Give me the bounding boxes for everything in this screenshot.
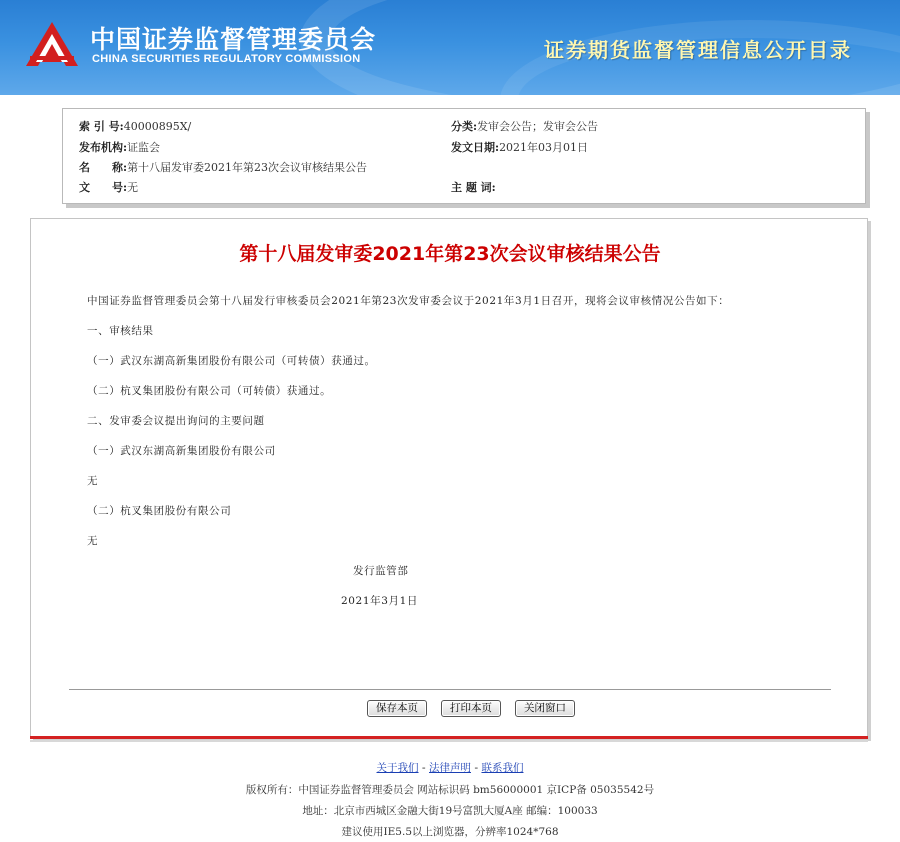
legal-notice-link[interactable]: 法律声明 [429, 762, 471, 774]
meta-date [451, 139, 588, 155]
link-separator: - [418, 762, 429, 774]
result-item: （二）杭叉集团股份有限公司（可转债）获通过。 [87, 385, 332, 397]
org-name-cn: 中国证券监督管理委员会 [90, 25, 377, 54]
meta-category-label: 分类: [451, 120, 478, 133]
meta-category [451, 118, 598, 134]
csrc-logo-icon [24, 20, 80, 68]
site-header [0, 0, 900, 95]
address-text: 地址：北京市西城区金融大街19号富凯大厦A座 邮编：100033 [302, 805, 598, 817]
meta-name [79, 159, 367, 175]
question-item: （一）武汉东湖高新集团股份有限公司 [87, 445, 276, 457]
meta-category-value: 发审会公告；发审会公告 [477, 120, 599, 133]
question-answer: 无 [87, 535, 99, 547]
result-item: （一）武汉东湖高新集团股份有限公司（可转债）获通过。 [87, 355, 376, 367]
document-title: 第十八届发审委2021年第23次会议审核结果公告 [239, 243, 661, 265]
meta-index-label: 索 引 号: [79, 120, 124, 133]
meta-date-label: 发文日期: [451, 141, 500, 154]
browser-note: 建议使用IE5.5以上浏览器，分辨率1024*768 [341, 826, 559, 838]
org-name-en: CHINA SECURITIES REGULATORY COMMISSION [92, 53, 361, 65]
close-window-button[interactable]: 关闭窗口 [515, 700, 575, 717]
footer-grey-rule [30, 740, 868, 742]
signature-department: 发行监管部 [353, 565, 409, 577]
contact-us-link[interactable]: 联系我们 [481, 762, 524, 774]
save-page-button[interactable]: 保存本页 [367, 700, 427, 717]
copyright-text: 版权所有：中国证券监督管理委员会 网站标识码 bm56000001 京ICP备 05035542号 [245, 784, 655, 796]
print-page-button[interactable]: 打印本页 [441, 700, 501, 717]
question-item: （二）杭叉集团股份有限公司 [87, 505, 232, 517]
document-metadata [62, 108, 866, 204]
footer-links [0, 760, 900, 775]
meta-index [79, 118, 191, 134]
meta-date-value: 2021年03月01日 [499, 141, 589, 154]
link-separator: - [471, 762, 482, 774]
section-heading: 一、审核结果 [87, 325, 154, 337]
meta-docno [79, 179, 138, 195]
meta-name-label: 名 称: [79, 161, 128, 174]
meta-topic-label: 主 题 词: [451, 181, 496, 194]
meta-topic [451, 179, 496, 195]
meta-index-value: 40000895X/ [123, 120, 192, 133]
meta-name-value: 第十八届发审委2021年第23次会议审核结果公告 [127, 161, 368, 174]
about-us-link[interactable]: 关于我们 [376, 762, 419, 774]
meta-issuer-label: 发布机构: [79, 141, 128, 154]
signature-date: 2021年3月1日 [341, 595, 418, 607]
footer-red-rule [30, 736, 868, 739]
panel-divider [69, 689, 831, 690]
site-title: 证券期货监督管理信息公开目录 [544, 38, 852, 62]
meta-issuer-value: 证监会 [127, 141, 161, 154]
document-panel [30, 218, 868, 738]
meta-docno-label: 文 号: [79, 181, 128, 194]
meta-issuer [79, 139, 160, 155]
meta-docno-value: 无 [127, 181, 139, 194]
question-answer: 无 [87, 475, 99, 487]
section-heading: 二、发审委会议提出询问的主要问题 [87, 415, 265, 427]
intro-paragraph: 中国证券监督管理委员会第十八届发行审核委员会2021年第23次发审委会议于2021年3月1日召开，现将会议审核情况公告如下： [87, 295, 730, 307]
